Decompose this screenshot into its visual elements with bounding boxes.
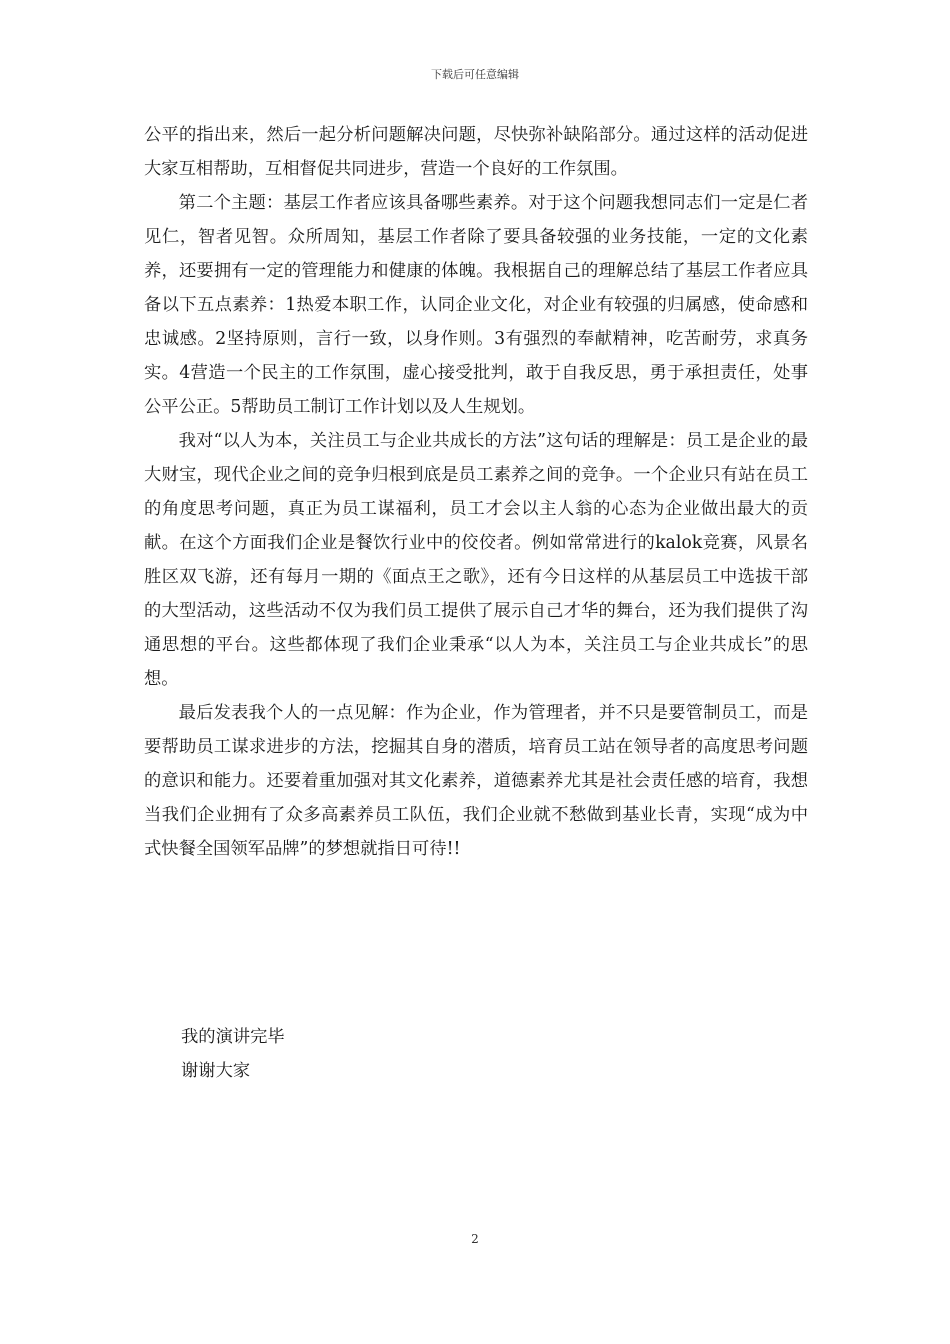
paragraph-second-topic: 第二个主题：基层工作者应该具备哪些素养。对于这个问题我想同志们一定是仁者见仁，智者见智。众所周知，基层工作者除了要具备较强的业务技能，一定的文化素养，还要拥有一定的管理能力和健康的体魄。我根据自己的理解总结了基层工作者应具备以下五点素养：1热爱本职工作，认同企业文化，对企业有较强的归属感，使命感和忠诚感。2坚持原则，言行一致，以身作则。3有强烈的奉献精神，吃苦耐劳，求真务实。4营造一个民主的工作氛围，虚心接受批判，敢于自我反思，勇于承担责任，处事公平公正。5帮助员工制订工作计划以及人生规划。 bbox=[144, 193, 808, 417]
paragraph-continuation: 公平的指出来，然后一起分析问题解决问题，尽快弥补缺陷部分。通过这样的活动促进大家互相帮助，互相督促共同进步，营造一个良好的工作氛围。 bbox=[144, 125, 808, 179]
page-header: 下载后可任意编辑 bbox=[431, 68, 519, 81]
paragraph-final-opinion: 最后发表我个人的一点见解：作为企业，作为管理者，并不只是要管制员工，而是要帮助员工谋求进步的方法，挖掘其自身的潜质，培育员工站在领导者的高度思考问题的意识和能力。还要着重加强对其文化素养，道德素养尤其是社会责任感的培育，我想当我们企业拥有了众多高素养员工队伍，我们企业就不愁做到基业长青，实现“成为中式快餐全国领军品牌”的梦想就指日可待!! bbox=[144, 703, 808, 859]
closing-line-speech-complete: 我的演讲完毕 bbox=[181, 1027, 285, 1047]
paragraph-people-oriented: 我对“以人为本，关注员工与企业共成长的方法”这句话的理解是：员工是企业的最大财宝，现代企业之间的竞争归根到底是员工素养之间的竞争。一个企业只有站在员工的角度思考问题，真正为员工谋福利，员工才会以主人翁的心态为企业做出最大的贡献。在这个方面我们企业是餐饮行业中的佼佼者。例如常常进行的kalok竞赛，风景名胜区双飞游，还有每月一期的《面点王之歌》，还有今日这样的从基层员工中选拔干部的大型活动，这些活动不仅为我们员工提供了展示自己才华的舞台，还为我们提供了沟通思想的平台。这些都体现了我们企业秉承“以人为本，关注员工与企业共成长”的思想。 bbox=[144, 431, 808, 689]
closing-line-thanks: 谢谢大家 bbox=[181, 1061, 251, 1081]
page-number: 2 bbox=[471, 1232, 479, 1246]
closing-remarks bbox=[181, 1020, 285, 1088]
document-body bbox=[144, 118, 808, 866]
